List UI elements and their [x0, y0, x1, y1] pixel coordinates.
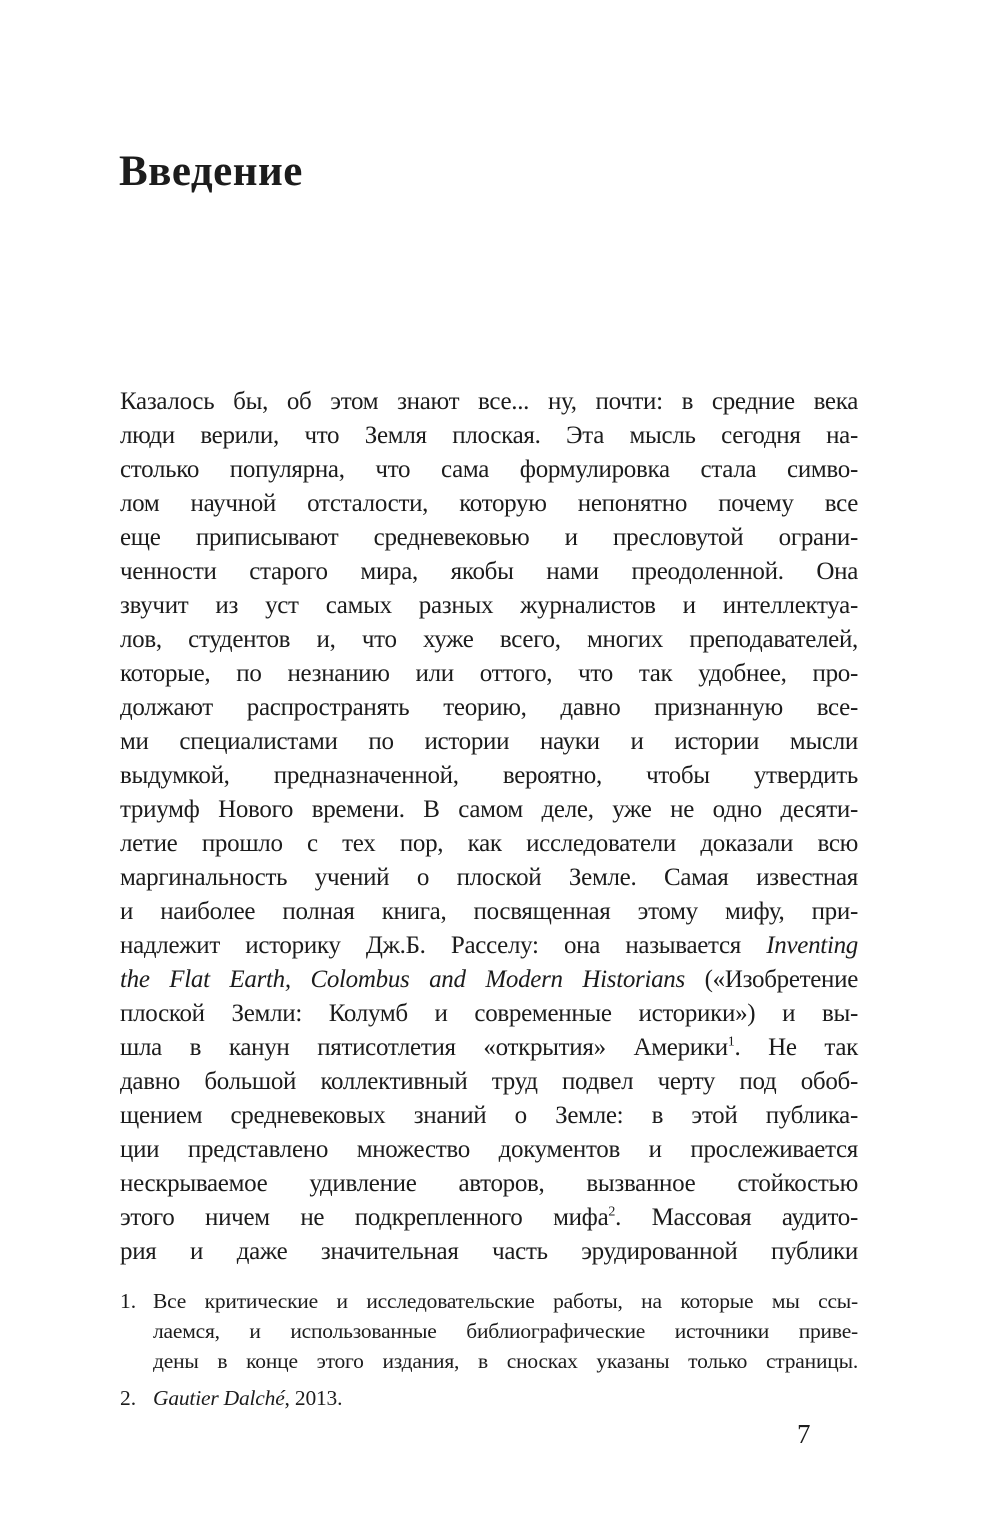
text-line	[120, 963, 858, 997]
text-segment: давно большой коллективный труд подвел черту под обоб-	[120, 1068, 858, 1095]
text-line	[120, 895, 858, 929]
body-text	[120, 385, 858, 1269]
text-line	[120, 793, 858, 827]
text-line	[120, 1133, 858, 1167]
text-line	[153, 1316, 858, 1346]
text-segment: звучит из уст самых разных журналистов и интеллектуа-	[120, 592, 858, 619]
footnote-item	[120, 1286, 858, 1376]
page-number: 7	[797, 1419, 811, 1449]
text-line	[120, 453, 858, 487]
text-line	[120, 1099, 858, 1133]
text-segment: щением средневековых знаний о Земле: в этой публика-	[120, 1102, 858, 1129]
text-segment: Gautier Dalché	[153, 1386, 285, 1410]
text-segment: лов, студентов и, что хуже всего, многих преподавателей,	[120, 626, 858, 653]
text-segment: ми специалистами по истории науки и истории мысли	[120, 728, 858, 755]
text-segment: которые, по незнанию или оттого, что так удобнее, про-	[120, 660, 858, 687]
footnotes	[120, 1286, 858, 1420]
text-segment: плоской Земли: Колумб и современные историки») и вы-	[120, 1000, 858, 1027]
text-segment: Казалось бы, об этом знают все... ну, почти: в средние века	[120, 388, 858, 415]
text-line	[120, 759, 858, 793]
text-line	[120, 827, 858, 861]
text-line	[120, 589, 858, 623]
text-segment: столько популярна, что сама формулировка стала симво-	[120, 456, 858, 483]
text-segment: рия и даже значительная часть эрудированной публики	[120, 1238, 858, 1265]
text-line	[120, 555, 858, 589]
text-segment: люди верили, что Земля плоская. Эта мысль сегодня на-	[120, 422, 858, 449]
text-segment: . Не так	[734, 1034, 858, 1061]
text-segment: маргинальность учений о плоской Земле. Самая известная	[120, 864, 858, 891]
chapter-title: Введение	[119, 148, 303, 195]
text-segment: нескрываемое удивление авторов, вызванное стойкостью	[120, 1170, 858, 1197]
text-line	[120, 861, 858, 895]
text-line	[120, 1065, 858, 1099]
text-segment: лом научной отсталости, которую непонятно почему все	[120, 490, 858, 517]
text-line	[153, 1346, 858, 1376]
text-segment: the Flat Earth, Colombus and Modern Historians	[120, 966, 685, 993]
text-segment: («Изобретение	[684, 966, 859, 993]
footnote-number: 2.	[120, 1386, 137, 1410]
text-segment: Все критические и исследовательские работы, на которые мы ссы-	[153, 1289, 858, 1313]
text-segment: триумф Нового времени. В самом деле, уже не одно десяти-	[120, 796, 858, 823]
text-line	[120, 521, 858, 555]
text-segment: лаемся, и использованные библиографические источники приве-	[153, 1319, 858, 1343]
text-line	[120, 419, 858, 453]
text-line	[120, 385, 858, 419]
text-segment: Inventing	[766, 932, 858, 959]
text-segment: надлежит историку Дж.Б. Расселу: она называется	[120, 932, 767, 959]
text-line	[120, 1167, 858, 1201]
footnote-marker: 2	[608, 1204, 616, 1220]
text-segment: . Массовая аудито-	[615, 1204, 859, 1231]
text-segment: и наиболее полная книга, посвященная этому мифу, при-	[120, 898, 858, 925]
text-line	[120, 691, 858, 725]
text-line	[120, 1235, 858, 1269]
text-line	[120, 657, 858, 691]
text-segment: дены в конце этого издания, в сносках указаны только страницы.	[153, 1349, 858, 1373]
text-segment: должают распространять теорию, давно признанную все-	[120, 694, 858, 721]
text-segment: летие прошло с тех пор, как исследователи доказали всю	[120, 830, 858, 857]
text-line	[120, 725, 858, 759]
text-line	[120, 1201, 858, 1235]
text-line	[153, 1383, 858, 1413]
text-segment: ченности старого мира, якобы нами преодоленной. Она	[120, 558, 858, 585]
text-segment: этого ничем не подкрепленного мифа	[120, 1204, 609, 1231]
text-segment: ции представлено множество документов и прослеживается	[120, 1136, 858, 1163]
text-segment: выдумкой, предназначенной, вероятно, чтобы утвердить	[120, 762, 858, 789]
footnote-number: 1.	[120, 1289, 137, 1313]
footnote-item	[120, 1383, 858, 1413]
text-line	[120, 487, 858, 521]
text-segment: шла в канун пятисотлетия «открытия» Америки	[120, 1034, 728, 1061]
text-line	[120, 929, 858, 963]
text-segment: еще приписывают средневековью и пресловутой ограни-	[120, 524, 858, 551]
footnote-marker: 1	[727, 1034, 735, 1050]
text-line	[120, 997, 858, 1031]
text-line	[120, 623, 858, 657]
text-line	[153, 1286, 858, 1316]
text-segment: , 2013.	[284, 1386, 343, 1410]
text-line	[120, 1031, 858, 1065]
